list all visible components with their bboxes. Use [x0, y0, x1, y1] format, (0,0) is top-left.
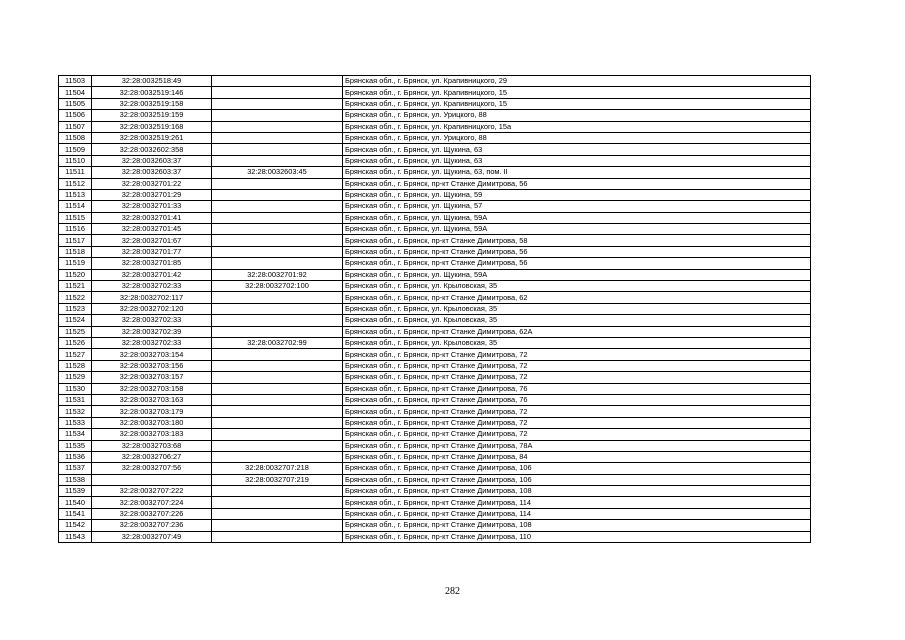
cadastral-number-cell: 32:28:0032701:33 [92, 201, 212, 212]
address-cell: Брянская обл., г. Брянск, пр-кт Станке Димитрова, 108 [343, 520, 811, 531]
related-cadastral-number-cell [212, 212, 343, 223]
address-cell: Брянская обл., г. Брянск, пр-кт Станке Димитрова, 72 [343, 349, 811, 360]
row-number-cell: 11530 [59, 383, 92, 394]
row-number-cell: 11509 [59, 144, 92, 155]
address-cell: Брянская обл., г. Брянск, ул. Крапивницкого, 15 [343, 98, 811, 109]
cadastral-number-cell: 32:28:0032519:146 [92, 87, 212, 98]
cadastral-number-cell: 32:28:0032519:159 [92, 110, 212, 121]
table-row [59, 167, 811, 178]
table-row [59, 497, 811, 508]
related-cadastral-number-cell: 32:28:0032707:218 [212, 463, 343, 474]
table-row [59, 394, 811, 405]
address-cell: Брянская обл., г. Брянск, пр-кт Станке Димитрова, 84 [343, 451, 811, 462]
cadastral-number-cell: 32:28:0032703:68 [92, 440, 212, 451]
address-cell: Брянская обл., г. Брянск, пр-кт Станке Димитрова, 76 [343, 394, 811, 405]
related-cadastral-number-cell [212, 394, 343, 405]
address-cell: Брянская обл., г. Брянск, ул. Крыловская, 35 [343, 281, 811, 292]
row-number-cell: 11532 [59, 406, 92, 417]
cadastral-number-cell: 32:28:0032703:157 [92, 372, 212, 383]
related-cadastral-number-cell [212, 383, 343, 394]
table-row [59, 110, 811, 121]
related-cadastral-number-cell [212, 235, 343, 246]
address-cell: Брянская обл., г. Брянск, пр-кт Станке Димитрова, 76 [343, 383, 811, 394]
address-cell: Брянская обл., г. Брянск, пр-кт Станке Димитрова, 106 [343, 463, 811, 474]
address-cell: Брянская обл., г. Брянск, пр-кт Станке Димитрова, 72 [343, 372, 811, 383]
related-cadastral-number-cell [212, 178, 343, 189]
cadastral-number-cell: 32:28:0032707:56 [92, 463, 212, 474]
row-number-cell: 11514 [59, 201, 92, 212]
table-row [59, 178, 811, 189]
row-number-cell: 11522 [59, 292, 92, 303]
row-number-cell: 11536 [59, 451, 92, 462]
cadastral-number-cell: 32:28:0032707:49 [92, 531, 212, 542]
related-cadastral-number-cell [212, 440, 343, 451]
row-number-cell: 11512 [59, 178, 92, 189]
address-cell: Брянская обл., г. Брянск, пр-кт Станке Димитрова, 56 [343, 178, 811, 189]
row-number-cell: 11518 [59, 246, 92, 257]
row-number-cell: 11525 [59, 326, 92, 337]
related-cadastral-number-cell [212, 132, 343, 143]
cadastral-number-cell: 32:28:0032703:163 [92, 394, 212, 405]
table-row [59, 429, 811, 440]
row-number-cell: 11517 [59, 235, 92, 246]
address-cell: Брянская обл., г. Брянск, ул. Урицкого, 88 [343, 132, 811, 143]
table-row [59, 246, 811, 257]
cadastral-number-cell: 32:28:0032701:45 [92, 224, 212, 235]
related-cadastral-number-cell: 32:28:0032701:92 [212, 269, 343, 280]
row-number-cell: 11503 [59, 76, 92, 87]
table-row [59, 292, 811, 303]
related-cadastral-number-cell [212, 155, 343, 166]
address-cell: Брянская обл., г. Брянск, ул. Крыловская, 35 [343, 337, 811, 348]
page-number: 282 [445, 586, 460, 597]
table-row [59, 383, 811, 394]
address-cell: Брянская обл., г. Брянск, ул. Щукина, 63 [343, 155, 811, 166]
table-row [59, 326, 811, 337]
related-cadastral-number-cell: 32:28:0032707:219 [212, 474, 343, 485]
row-number-cell: 11515 [59, 212, 92, 223]
address-cell: Брянская обл., г. Брянск, пр-кт Станке Димитрова, 108 [343, 486, 811, 497]
row-number-cell: 11513 [59, 189, 92, 200]
row-number-cell: 11543 [59, 531, 92, 542]
table-row [59, 531, 811, 542]
address-cell: Брянская обл., г. Брянск, пр-кт Станке Димитрова, 114 [343, 497, 811, 508]
table-row [59, 474, 811, 485]
related-cadastral-number-cell [212, 531, 343, 542]
related-cadastral-number-cell [212, 451, 343, 462]
address-cell: Брянская обл., г. Брянск, ул. Крыловская, 35 [343, 315, 811, 326]
table-row [59, 520, 811, 531]
cadastral-number-cell: 32:28:0032703:183 [92, 429, 212, 440]
row-number-cell: 11534 [59, 429, 92, 440]
table-row [59, 451, 811, 462]
related-cadastral-number-cell [212, 201, 343, 212]
related-cadastral-number-cell [212, 246, 343, 257]
register-table-body [59, 76, 811, 543]
table-row [59, 486, 811, 497]
related-cadastral-number-cell [212, 87, 343, 98]
related-cadastral-number-cell [212, 258, 343, 269]
related-cadastral-number-cell [212, 189, 343, 200]
related-cadastral-number-cell [212, 98, 343, 109]
row-number-cell: 11511 [59, 167, 92, 178]
row-number-cell: 11531 [59, 394, 92, 405]
address-cell: Брянская обл., г. Брянск, пр-кт Станке Димитрова, 110 [343, 531, 811, 542]
related-cadastral-number-cell [212, 497, 343, 508]
address-cell: Брянская обл., г. Брянск, пр-кт Станке Димитрова, 72 [343, 360, 811, 371]
table-row [59, 201, 811, 212]
row-number-cell: 11535 [59, 440, 92, 451]
address-cell: Брянская обл., г. Брянск, пр-кт Станке Димитрова, 72 [343, 429, 811, 440]
cadastral-number-cell: 32:28:0032702:33 [92, 315, 212, 326]
row-number-cell: 11505 [59, 98, 92, 109]
row-number-cell: 11537 [59, 463, 92, 474]
cadastral-number-cell: 32:28:0032519:261 [92, 132, 212, 143]
cadastral-number-cell: 32:28:0032603:37 [92, 167, 212, 178]
table-row [59, 189, 811, 200]
table-row [59, 269, 811, 280]
cadastral-number-cell: 32:28:0032701:41 [92, 212, 212, 223]
row-number-cell: 11529 [59, 372, 92, 383]
row-number-cell: 11506 [59, 110, 92, 121]
row-number-cell: 11538 [59, 474, 92, 485]
row-number-cell: 11524 [59, 315, 92, 326]
row-number-cell: 11542 [59, 520, 92, 531]
address-cell: Брянская обл., г. Брянск, ул. Крыловская, 35 [343, 303, 811, 314]
related-cadastral-number-cell [212, 486, 343, 497]
row-number-cell: 11507 [59, 121, 92, 132]
cadastral-number-cell: 32:28:0032518:49 [92, 76, 212, 87]
cadastral-number-cell: 32:28:0032703:156 [92, 360, 212, 371]
table-row [59, 132, 811, 143]
table-row [59, 155, 811, 166]
cadastral-number-cell [92, 474, 212, 485]
address-cell: Брянская обл., г. Брянск, ул. Щукина, 63 [343, 144, 811, 155]
row-number-cell: 11541 [59, 508, 92, 519]
address-cell: Брянская обл., г. Брянск, ул. Щукина, 59 [343, 189, 811, 200]
row-number-cell: 11540 [59, 497, 92, 508]
address-cell: Брянская обл., г. Брянск, пр-кт Станке Димитрова, 72 [343, 417, 811, 428]
table-row [59, 144, 811, 155]
table-row [59, 417, 811, 428]
related-cadastral-number-cell [212, 144, 343, 155]
table-row [59, 406, 811, 417]
cadastral-number-cell: 32:28:0032701:29 [92, 189, 212, 200]
row-number-cell: 11526 [59, 337, 92, 348]
cadastral-number-cell: 32:28:0032519:168 [92, 121, 212, 132]
related-cadastral-number-cell [212, 360, 343, 371]
cadastral-number-cell: 32:28:0032602:358 [92, 144, 212, 155]
row-number-cell: 11520 [59, 269, 92, 280]
table-row [59, 463, 811, 474]
related-cadastral-number-cell [212, 349, 343, 360]
row-number-cell: 11519 [59, 258, 92, 269]
cadastral-number-cell: 32:28:0032701:85 [92, 258, 212, 269]
table-row [59, 121, 811, 132]
table-row [59, 98, 811, 109]
related-cadastral-number-cell [212, 292, 343, 303]
related-cadastral-number-cell [212, 224, 343, 235]
address-cell: Брянская обл., г. Брянск, ул. Крапивницкого, 29 [343, 76, 811, 87]
related-cadastral-number-cell: 32:28:0032702:100 [212, 281, 343, 292]
related-cadastral-number-cell: 32:28:0032702:99 [212, 337, 343, 348]
table-row [59, 372, 811, 383]
cadastral-number-cell: 32:28:0032702:39 [92, 326, 212, 337]
table-row [59, 258, 811, 269]
table-row [59, 76, 811, 87]
table-row [59, 360, 811, 371]
row-number-cell: 11510 [59, 155, 92, 166]
row-number-cell: 11533 [59, 417, 92, 428]
table-row [59, 440, 811, 451]
cadastral-number-cell: 32:28:0032703:158 [92, 383, 212, 394]
address-cell: Брянская обл., г. Брянск, пр-кт Станке Димитрова, 114 [343, 508, 811, 519]
table-row [59, 224, 811, 235]
table-row [59, 315, 811, 326]
row-number-cell: 11508 [59, 132, 92, 143]
table-row [59, 349, 811, 360]
cadastral-number-cell: 32:28:0032703:179 [92, 406, 212, 417]
cadastral-number-cell: 32:28:0032702:33 [92, 281, 212, 292]
table-row [59, 87, 811, 98]
cadastral-number-cell: 32:28:0032702:117 [92, 292, 212, 303]
related-cadastral-number-cell: 32:28:0032603:45 [212, 167, 343, 178]
table-row [59, 212, 811, 223]
address-cell: Брянская обл., г. Брянск, пр-кт Станке Димитрова, 56 [343, 258, 811, 269]
address-cell: Брянская обл., г. Брянск, пр-кт Станке Димитрова, 106 [343, 474, 811, 485]
cadastral-number-cell: 32:28:0032707:226 [92, 508, 212, 519]
address-cell: Брянская обл., г. Брянск, ул. Щукина, 59А [343, 212, 811, 223]
row-number-cell: 11523 [59, 303, 92, 314]
cadastral-number-cell: 32:28:0032603:37 [92, 155, 212, 166]
cadastral-number-cell: 32:28:0032707:222 [92, 486, 212, 497]
address-cell: Брянская обл., г. Брянск, пр-кт Станке Димитрова, 62 [343, 292, 811, 303]
related-cadastral-number-cell [212, 326, 343, 337]
row-number-cell: 11539 [59, 486, 92, 497]
table-row [59, 508, 811, 519]
related-cadastral-number-cell [212, 406, 343, 417]
address-cell: Брянская обл., г. Брянск, пр-кт Станке Димитрова, 56 [343, 246, 811, 257]
cadastral-number-cell: 32:28:0032701:22 [92, 178, 212, 189]
address-cell: Брянская обл., г. Брянск, ул. Щукина, 59А [343, 269, 811, 280]
related-cadastral-number-cell [212, 121, 343, 132]
cadastral-number-cell: 32:28:0032707:236 [92, 520, 212, 531]
table-row [59, 303, 811, 314]
related-cadastral-number-cell [212, 76, 343, 87]
address-cell: Брянская обл., г. Брянск, ул. Крапивницкого, 15а [343, 121, 811, 132]
cadastral-number-cell: 32:28:0032702:120 [92, 303, 212, 314]
cadastral-number-cell: 32:28:0032701:77 [92, 246, 212, 257]
address-cell: Брянская обл., г. Брянск, ул. Щукина, 63, пом. II [343, 167, 811, 178]
related-cadastral-number-cell [212, 303, 343, 314]
address-cell: Брянская обл., г. Брянск, ул. Крапивницкого, 15 [343, 87, 811, 98]
row-number-cell: 11504 [59, 87, 92, 98]
related-cadastral-number-cell [212, 429, 343, 440]
address-cell: Брянская обл., г. Брянск, ул. Урицкого, 88 [343, 110, 811, 121]
cadastral-number-cell: 32:28:0032707:224 [92, 497, 212, 508]
related-cadastral-number-cell [212, 508, 343, 519]
address-cell: Брянская обл., г. Брянск, ул. Щукина, 57 [343, 201, 811, 212]
cadastral-number-cell: 32:28:0032519:158 [92, 98, 212, 109]
related-cadastral-number-cell [212, 315, 343, 326]
row-number-cell: 11521 [59, 281, 92, 292]
address-cell: Брянская обл., г. Брянск, пр-кт Станке Димитрова, 58 [343, 235, 811, 246]
row-number-cell: 11516 [59, 224, 92, 235]
address-cell: Брянская обл., г. Брянск, пр-кт Станке Димитрова, 62А [343, 326, 811, 337]
related-cadastral-number-cell [212, 417, 343, 428]
address-cell: Брянская обл., г. Брянск, ул. Щукина, 59А [343, 224, 811, 235]
cadastral-number-cell: 32:28:0032702:33 [92, 337, 212, 348]
cadastral-number-cell: 32:28:0032701:67 [92, 235, 212, 246]
cadastral-number-cell: 32:28:0032703:180 [92, 417, 212, 428]
cadastral-number-cell: 32:28:0032706:27 [92, 451, 212, 462]
table-row [59, 281, 811, 292]
related-cadastral-number-cell [212, 520, 343, 531]
table-row [59, 235, 811, 246]
property-register-table [58, 75, 811, 543]
row-number-cell: 11528 [59, 360, 92, 371]
related-cadastral-number-cell [212, 110, 343, 121]
cadastral-number-cell: 32:28:0032703:154 [92, 349, 212, 360]
address-cell: Брянская обл., г. Брянск, пр-кт Станке Димитрова, 78А [343, 440, 811, 451]
table-row [59, 337, 811, 348]
row-number-cell: 11527 [59, 349, 92, 360]
related-cadastral-number-cell [212, 372, 343, 383]
cadastral-number-cell: 32:28:0032701:42 [92, 269, 212, 280]
address-cell: Брянская обл., г. Брянск, пр-кт Станке Димитрова, 72 [343, 406, 811, 417]
